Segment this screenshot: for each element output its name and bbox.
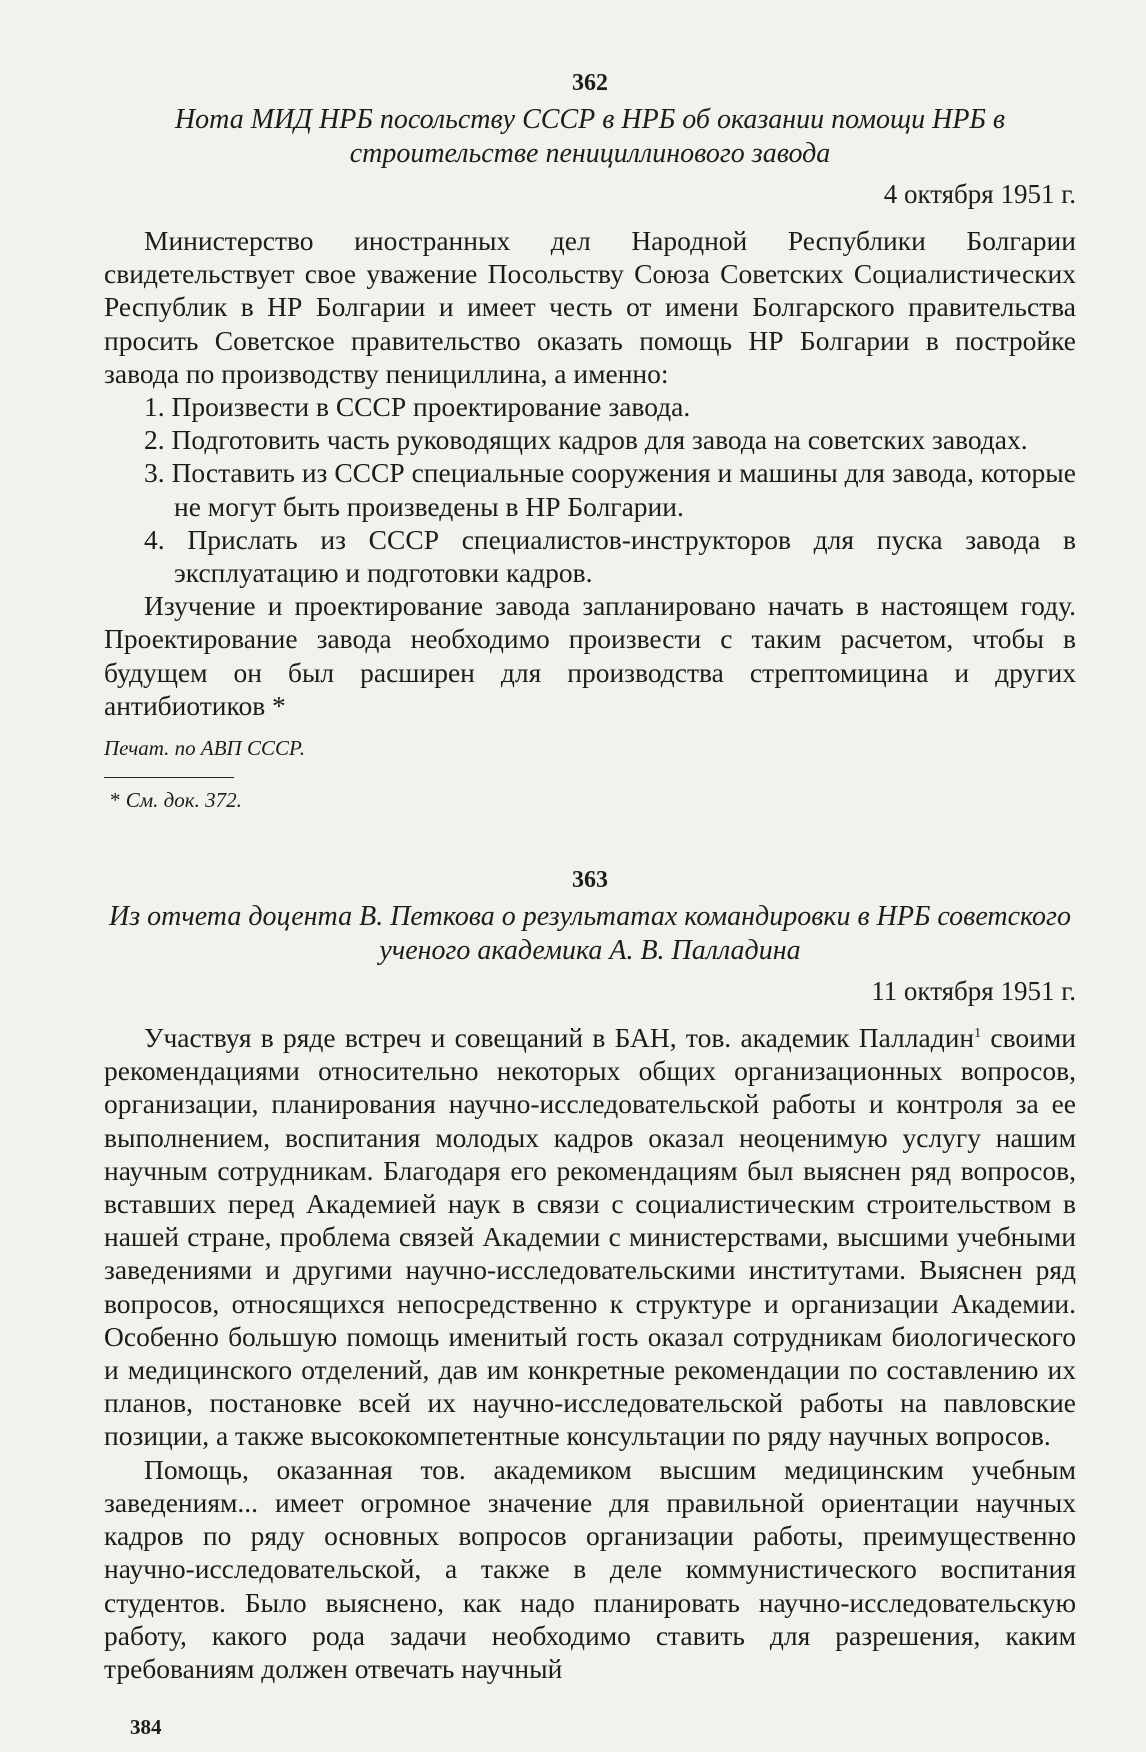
list-item: 1. Произвести в СССР проектирование завода. [144, 391, 691, 423]
request-list [104, 390, 1076, 589]
section-gap [104, 813, 1076, 867]
document-363 [104, 867, 1076, 1685]
document-title: Нота МИД НРБ посольству СССР в НРБ об оказании помощи НРБ в строительстве пенициллинового завода [174, 104, 1006, 169]
document-number: 362 [572, 70, 608, 96]
footnote-mark: * [110, 788, 121, 813]
footnote-text: См. док. 372. [125, 788, 242, 813]
document-number: 363 [572, 867, 608, 894]
page-number: 384 [130, 1715, 162, 1739]
footnote [104, 788, 1076, 813]
intro-paragraph: Министерство иностранных дел Народной Республики Болгарии свидетельствует свое уважение Посольству Союза Советских Социалистических Республик в НР Болгарии и имеет честь от имени Болгарского правительства просить Советское правительство оказать помощь НР Болгарии в постройке завода по производству пенициллина, а именно: [104, 225, 1076, 389]
source-note: Печат. по АВП СССР. [104, 736, 305, 761]
body-paragraph [104, 1021, 1076, 1453]
paragraph-text: Участвуя в ряде встреч и совещаний в БАН, тов. академик Палладин [144, 1022, 975, 1054]
list-item: 4. Прислать из СССР специалистов-инструкторов для пуска завода в эксплуатацию и подготовки кадров. [144, 523, 1076, 589]
footnote-divider [104, 777, 234, 778]
document-date: 4 октября 1951 г. [883, 179, 1076, 209]
document-362 [104, 70, 1076, 813]
closing-paragraph: Изучение и проектирование завода запланировано начать в настоящем году. Проектирование завода необходимо произвести с таким расчетом, чтобы в будущем он был расширен для производства стрептомицина и других антибиотиков * [104, 590, 1076, 721]
body-paragraph: Помощь, оказанная тов. академиком высшим медицинским учебным заведениям... имеет огромное значение для правильной ориентации научных кадров по ряду основных вопросов организации работы, преимущественно научно-исследовательской, а также в деле коммунистического воспитания студентов. Было выяснено, как надо планировать научно-исследовательскую работу, какого рода задачи необходимо ставить для разрешения, каким требованиям должен отвечать научный [104, 1453, 1076, 1684]
document-title: Из отчета доцента В. Петкова о результатах командировки в НРБ советского ученого академика А. В. Палладина [109, 901, 1071, 967]
footnote-reference: 1 [974, 1025, 982, 1041]
paragraph-text: своими рекомендациями относительно некоторых общих организационных вопросов, организации, планирования научно-исследовательской работы и контроля за ее выполнением, воспитания молодых кадров оказал неоценимую услугу нашим научным сотрудникам. Благодаря его рекомендациям был выяснен ряд вопросов, вставших перед Академией наук в связи с социалистическим строительством в нашей стране, проблема связей Академии с министерствами, высшими учебными заведениями и другими научно-исследовательскими институтами. Выяснен ряд вопросов, относящихся непосредственно к структуре и организации Академии. Особенно большую помощь именитый гость оказал сотрудникам биологического и медицинского отделений, дав им конкретные рекомендации по составлению их планов, постановке всей их научно-исследовательской работы на павловские позиции, а также высококомпетентные консультации по ряду научных вопросов. [104, 1022, 1076, 1452]
document-date: 11 октября 1951 г. [871, 976, 1076, 1007]
list-item: 3. Поставить из СССР специальные сооружения и машины для завода, которые не могут быть произведены в НР Болгарии. [144, 457, 1076, 522]
list-item: 2. Подготовить часть руководящих кадров для завода на советских заводах. [144, 424, 1028, 456]
